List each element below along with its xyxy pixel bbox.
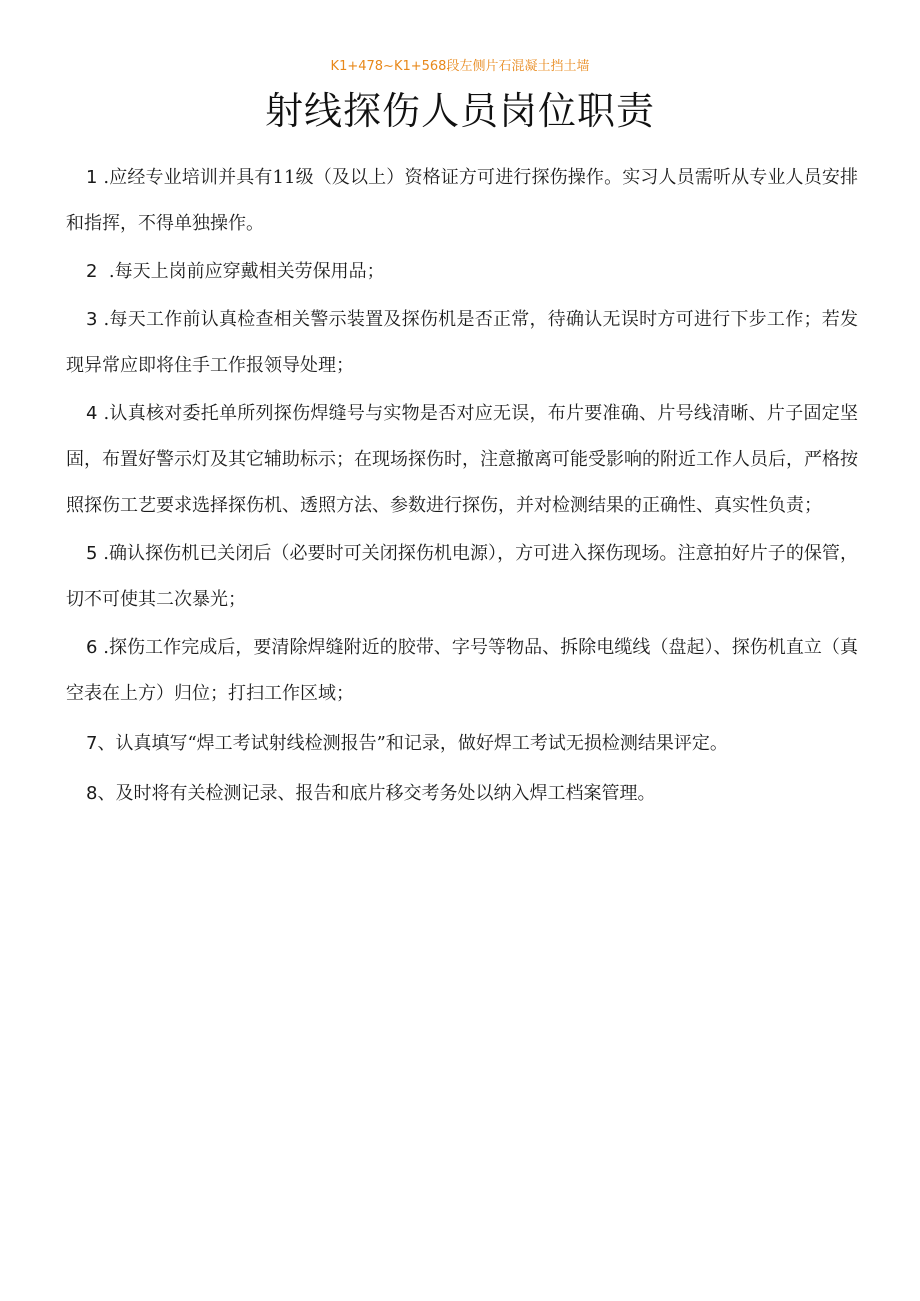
item-text: .应经专业培训并具有11级（及以上）资格证方可进行探伤操作。实习人员需听从专业人员安排和指挥，不得单独操作。: [66, 167, 858, 234]
item-text: .认真核对委托单所列探伤焊缝号与实物是否对应无误，布片要准确、片号线清晰、片子固定坚固，布置好警示灯及其它辅助标示；在现场探伤时，注意撤离可能受影响的附近工作人员后，严格按照探伤工艺要求选择探伤机、透照方法、参数进行探伤，并对检测结果的正确性、真实性负责；: [66, 403, 858, 516]
item-text: 、及时将有关检测记录、报告和底片移交考务处以纳入焊工档案管理。: [97, 783, 656, 804]
duty-item-4: [66, 391, 858, 529]
duty-list: [66, 155, 858, 819]
item-text: .确认探伤机已关闭后（必要时可关闭探伤机电源），方可进入探伤现场。注意拍好片子的保管，切不可使其二次暴光；: [66, 543, 858, 610]
duty-item-2: [66, 249, 858, 295]
duty-item-3: [66, 297, 858, 389]
project-header: K1+478~K1+568段左侧片石混凝土挡土墙: [330, 59, 590, 74]
item-text: .每天工作前认真检查相关警示装置及探伤机是否正常，待确认无误时方可进行下步工作；若发现异常应即将住手工作报领导处理；: [66, 309, 858, 376]
duty-item-6: [66, 625, 858, 717]
item-number: 6: [86, 637, 98, 658]
item-text: .每天上岗前应穿戴相关劳保用品；: [97, 261, 385, 282]
page-title: 射线探伤人员岗位职责: [264, 89, 655, 133]
duty-item-1: [66, 155, 858, 247]
item-number: 1: [86, 167, 98, 188]
duty-item-7: [66, 721, 858, 767]
item-number: 3: [86, 309, 98, 330]
item-number: 4: [86, 403, 98, 424]
item-number: 7: [86, 733, 98, 754]
item-number: 8: [86, 783, 98, 804]
duty-item-8: [66, 771, 858, 817]
item-number: 5: [86, 543, 98, 564]
item-number: 2: [86, 261, 98, 282]
item-text: .探伤工作完成后，要清除焊缝附近的胶带、字号等物品、拆除电缆线（盘起）、探伤机直立（真空表在上方）归位；打扫工作区域；: [66, 637, 858, 704]
item-text: 、认真填写“焊工考试射线检测报告”和记录，做好焊工考试无损检测结果评定。: [97, 733, 728, 754]
duty-item-5: [66, 531, 858, 623]
